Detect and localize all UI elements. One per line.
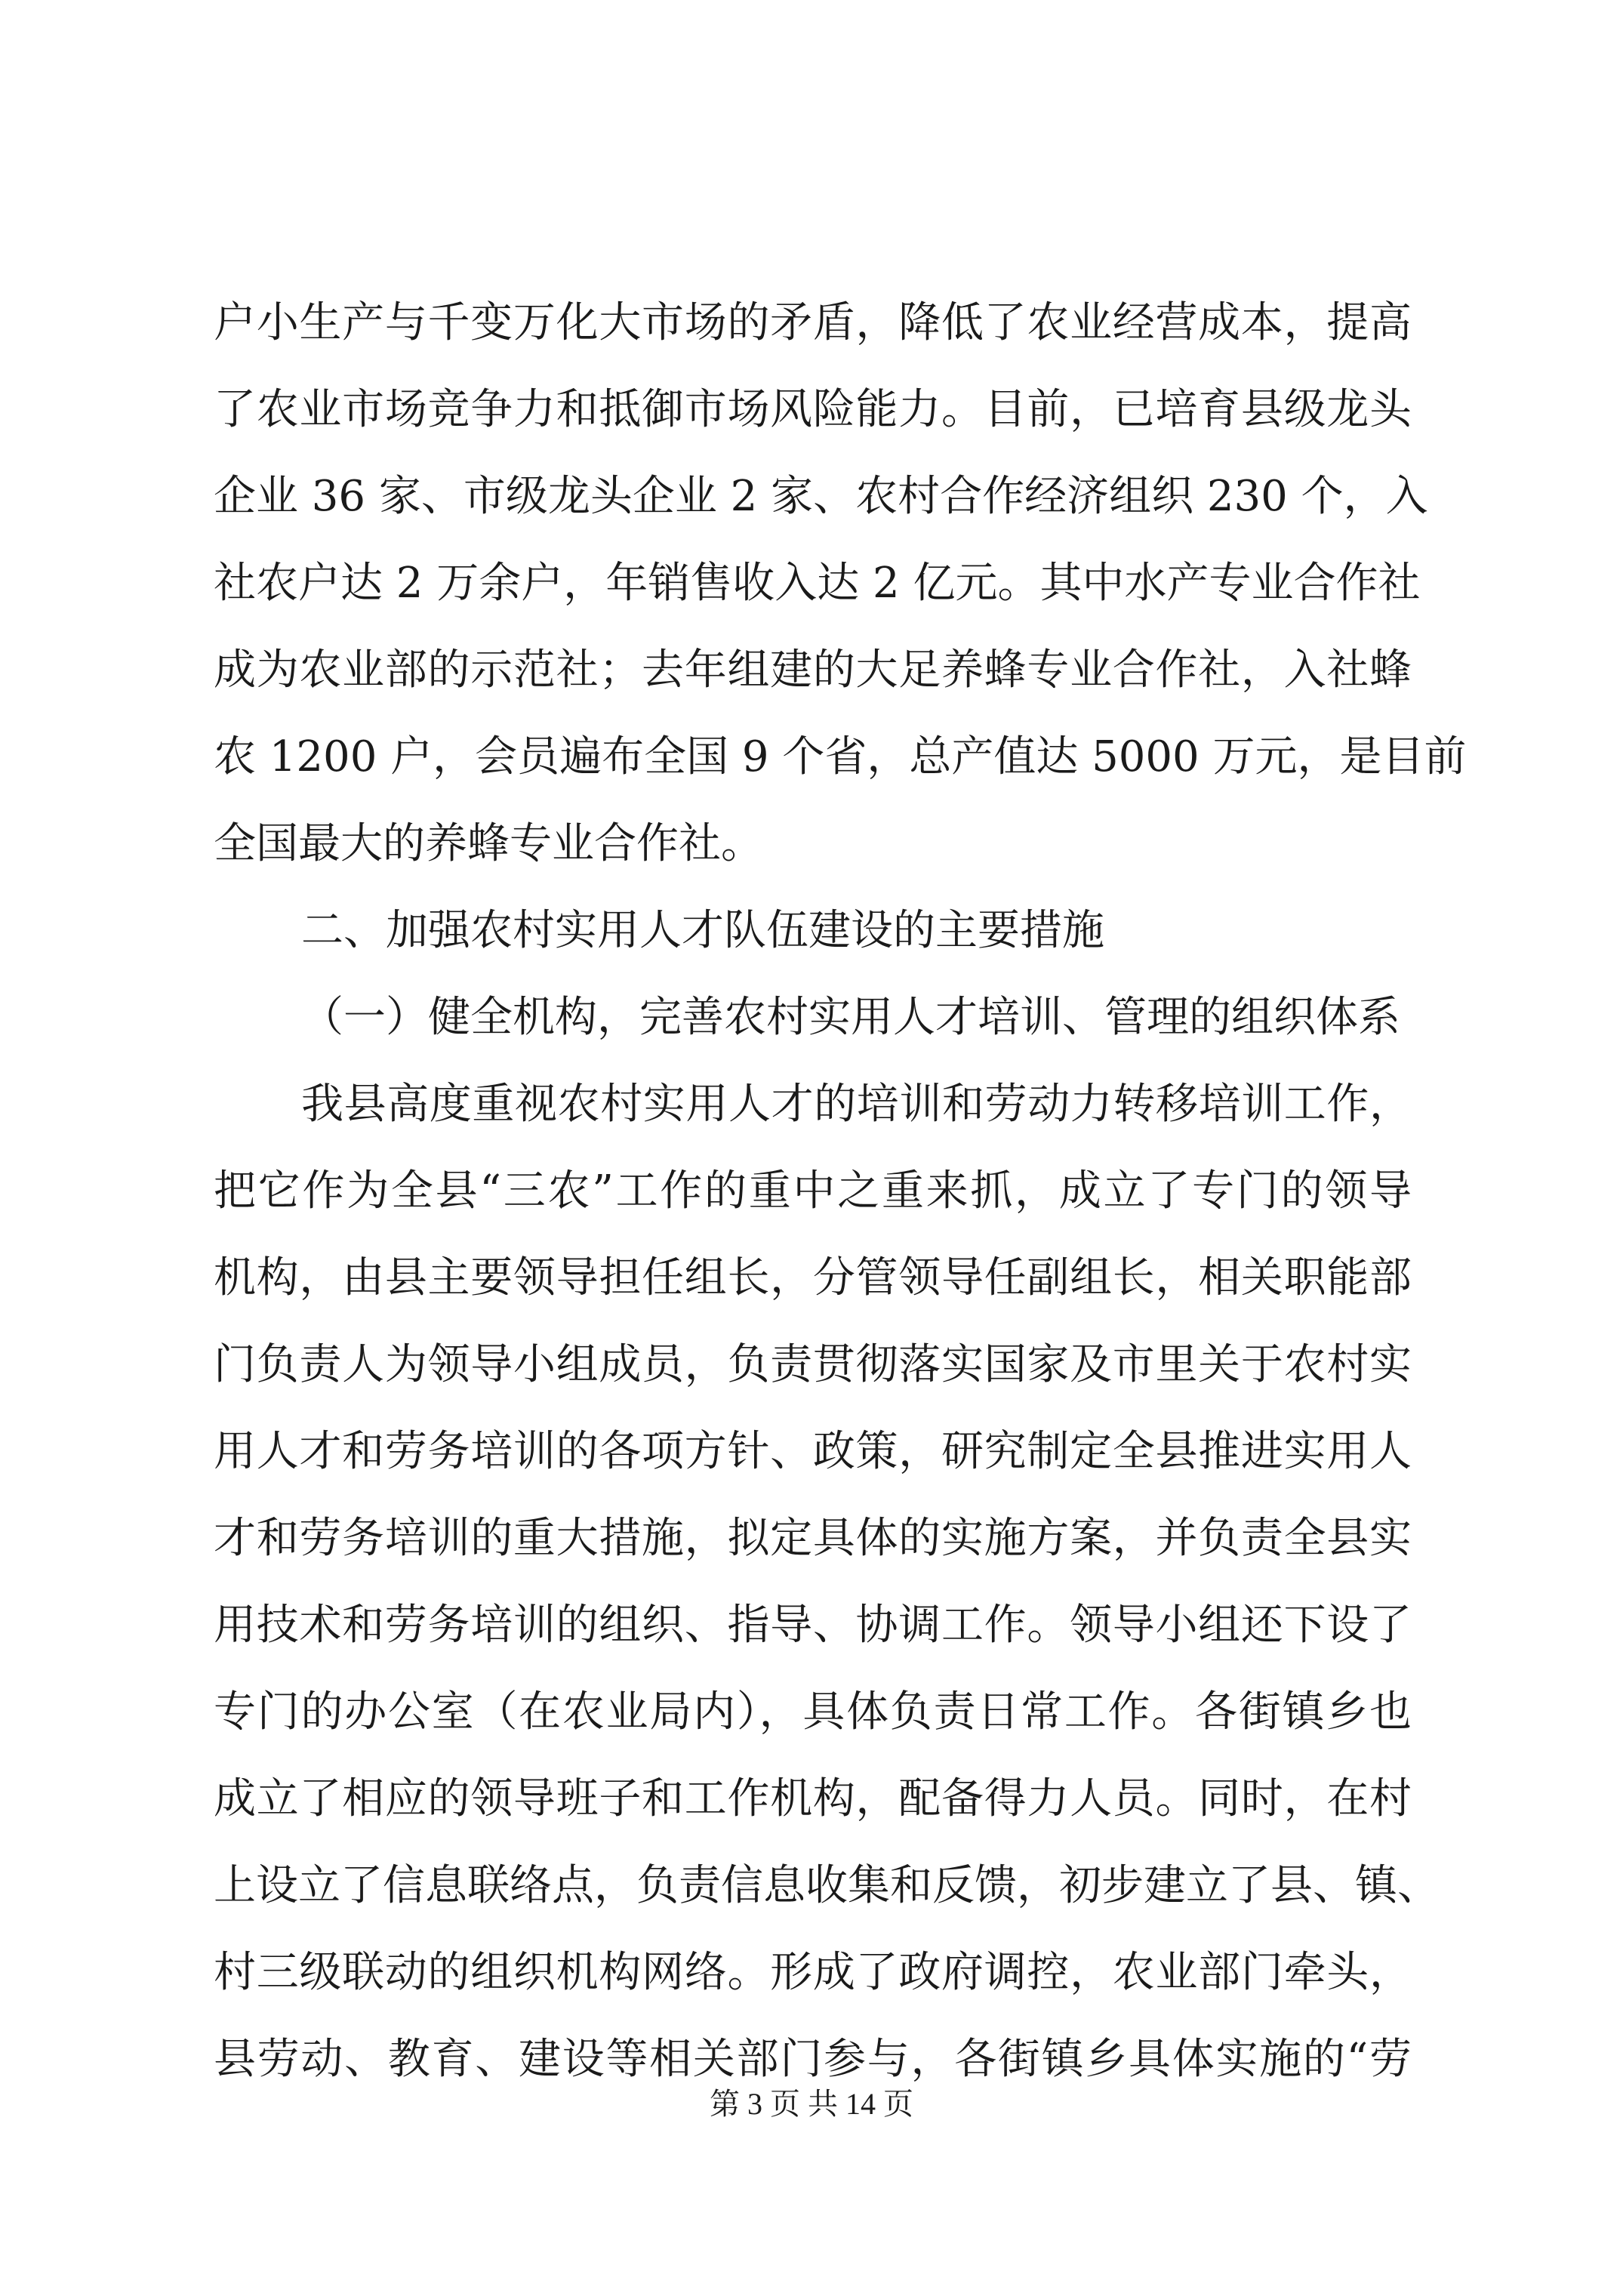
paragraph-line: 全国最大的养蜂专业合作社。 bbox=[214, 819, 763, 868]
paragraph-line: 把它作为全县“三农”工作的重中之重来抓，成立了专门的领导 bbox=[214, 1166, 1412, 1216]
paragraph-line: 机构，由县主要领导担任组长，分管领导任副组长，相关职能部 bbox=[214, 1253, 1412, 1302]
page-footer: 第 3 页 共 14 页 bbox=[710, 2087, 913, 2121]
paragraph-line: 了农业市场竞争力和抵御市场风险能力。目前，已培育县级龙头 bbox=[214, 385, 1412, 434]
paragraph-line: 上设立了信息联络点，负责信息收集和反馈，初步建立了县、镇、 bbox=[214, 1861, 1440, 1910]
paragraph-line: 县劳动、教育、建设等相关部门参与，各街镇乡具体实施的“劳 bbox=[214, 2035, 1412, 2084]
paragraph-line: 才和劳务培训的重大措施，拟定具体的实施方案，并负责全县实 bbox=[214, 1514, 1412, 1563]
paragraph-line: 成为农业部的示范社；去年组建的大足养蜂专业合作社，入社蜂 bbox=[214, 646, 1412, 695]
paragraph-line: 专门的办公室（在农业局内），具体负责日常工作。各街镇乡也 bbox=[214, 1687, 1412, 1737]
paragraph-line: 门负责人为领导小组成员，负责贯彻落实国家及市里关于农村实 bbox=[214, 1340, 1412, 1389]
paragraph-line: 农 1200 户，会员遍布全国 9 个省，总产值达 5000 万元，是目前 bbox=[214, 732, 1467, 781]
paragraph-line: 成立了相应的领导班子和工作机构，配备得力人员。同时，在村 bbox=[214, 1774, 1412, 1823]
paragraph-line: 用技术和劳务培训的组织、指导、协调工作。领导小组还下设了 bbox=[214, 1601, 1412, 1650]
paragraph-line: 村三级联动的组织机构网络。形成了政府调控，农业部门牵头， bbox=[214, 1948, 1412, 1997]
section-heading: 二、加强农村实用人才队伍建设的主要措施 bbox=[301, 906, 1104, 955]
paragraph-line: 社农户达 2 万余户，年销售收入达 2 亿元。其中水产专业合作社 bbox=[214, 559, 1421, 608]
paragraph-line: 企业 36 家、市级龙头企业 2 家、农村合作经济组织 230 个，入 bbox=[214, 472, 1428, 521]
paragraph-line: 用人才和劳务培训的各项方针、政策，研究制定全县推进实用人 bbox=[214, 1427, 1412, 1476]
subsection-heading: （一）健全机构，完善农村实用人才培训、管理的组织体系 bbox=[301, 993, 1400, 1042]
paragraph-line: 我县高度重视农村实用人才的培训和劳动力转移培训工作， bbox=[301, 1080, 1412, 1129]
paragraph-line: 户小生产与千变万化大市场的矛盾，降低了农业经营成本，提高 bbox=[214, 298, 1412, 347]
